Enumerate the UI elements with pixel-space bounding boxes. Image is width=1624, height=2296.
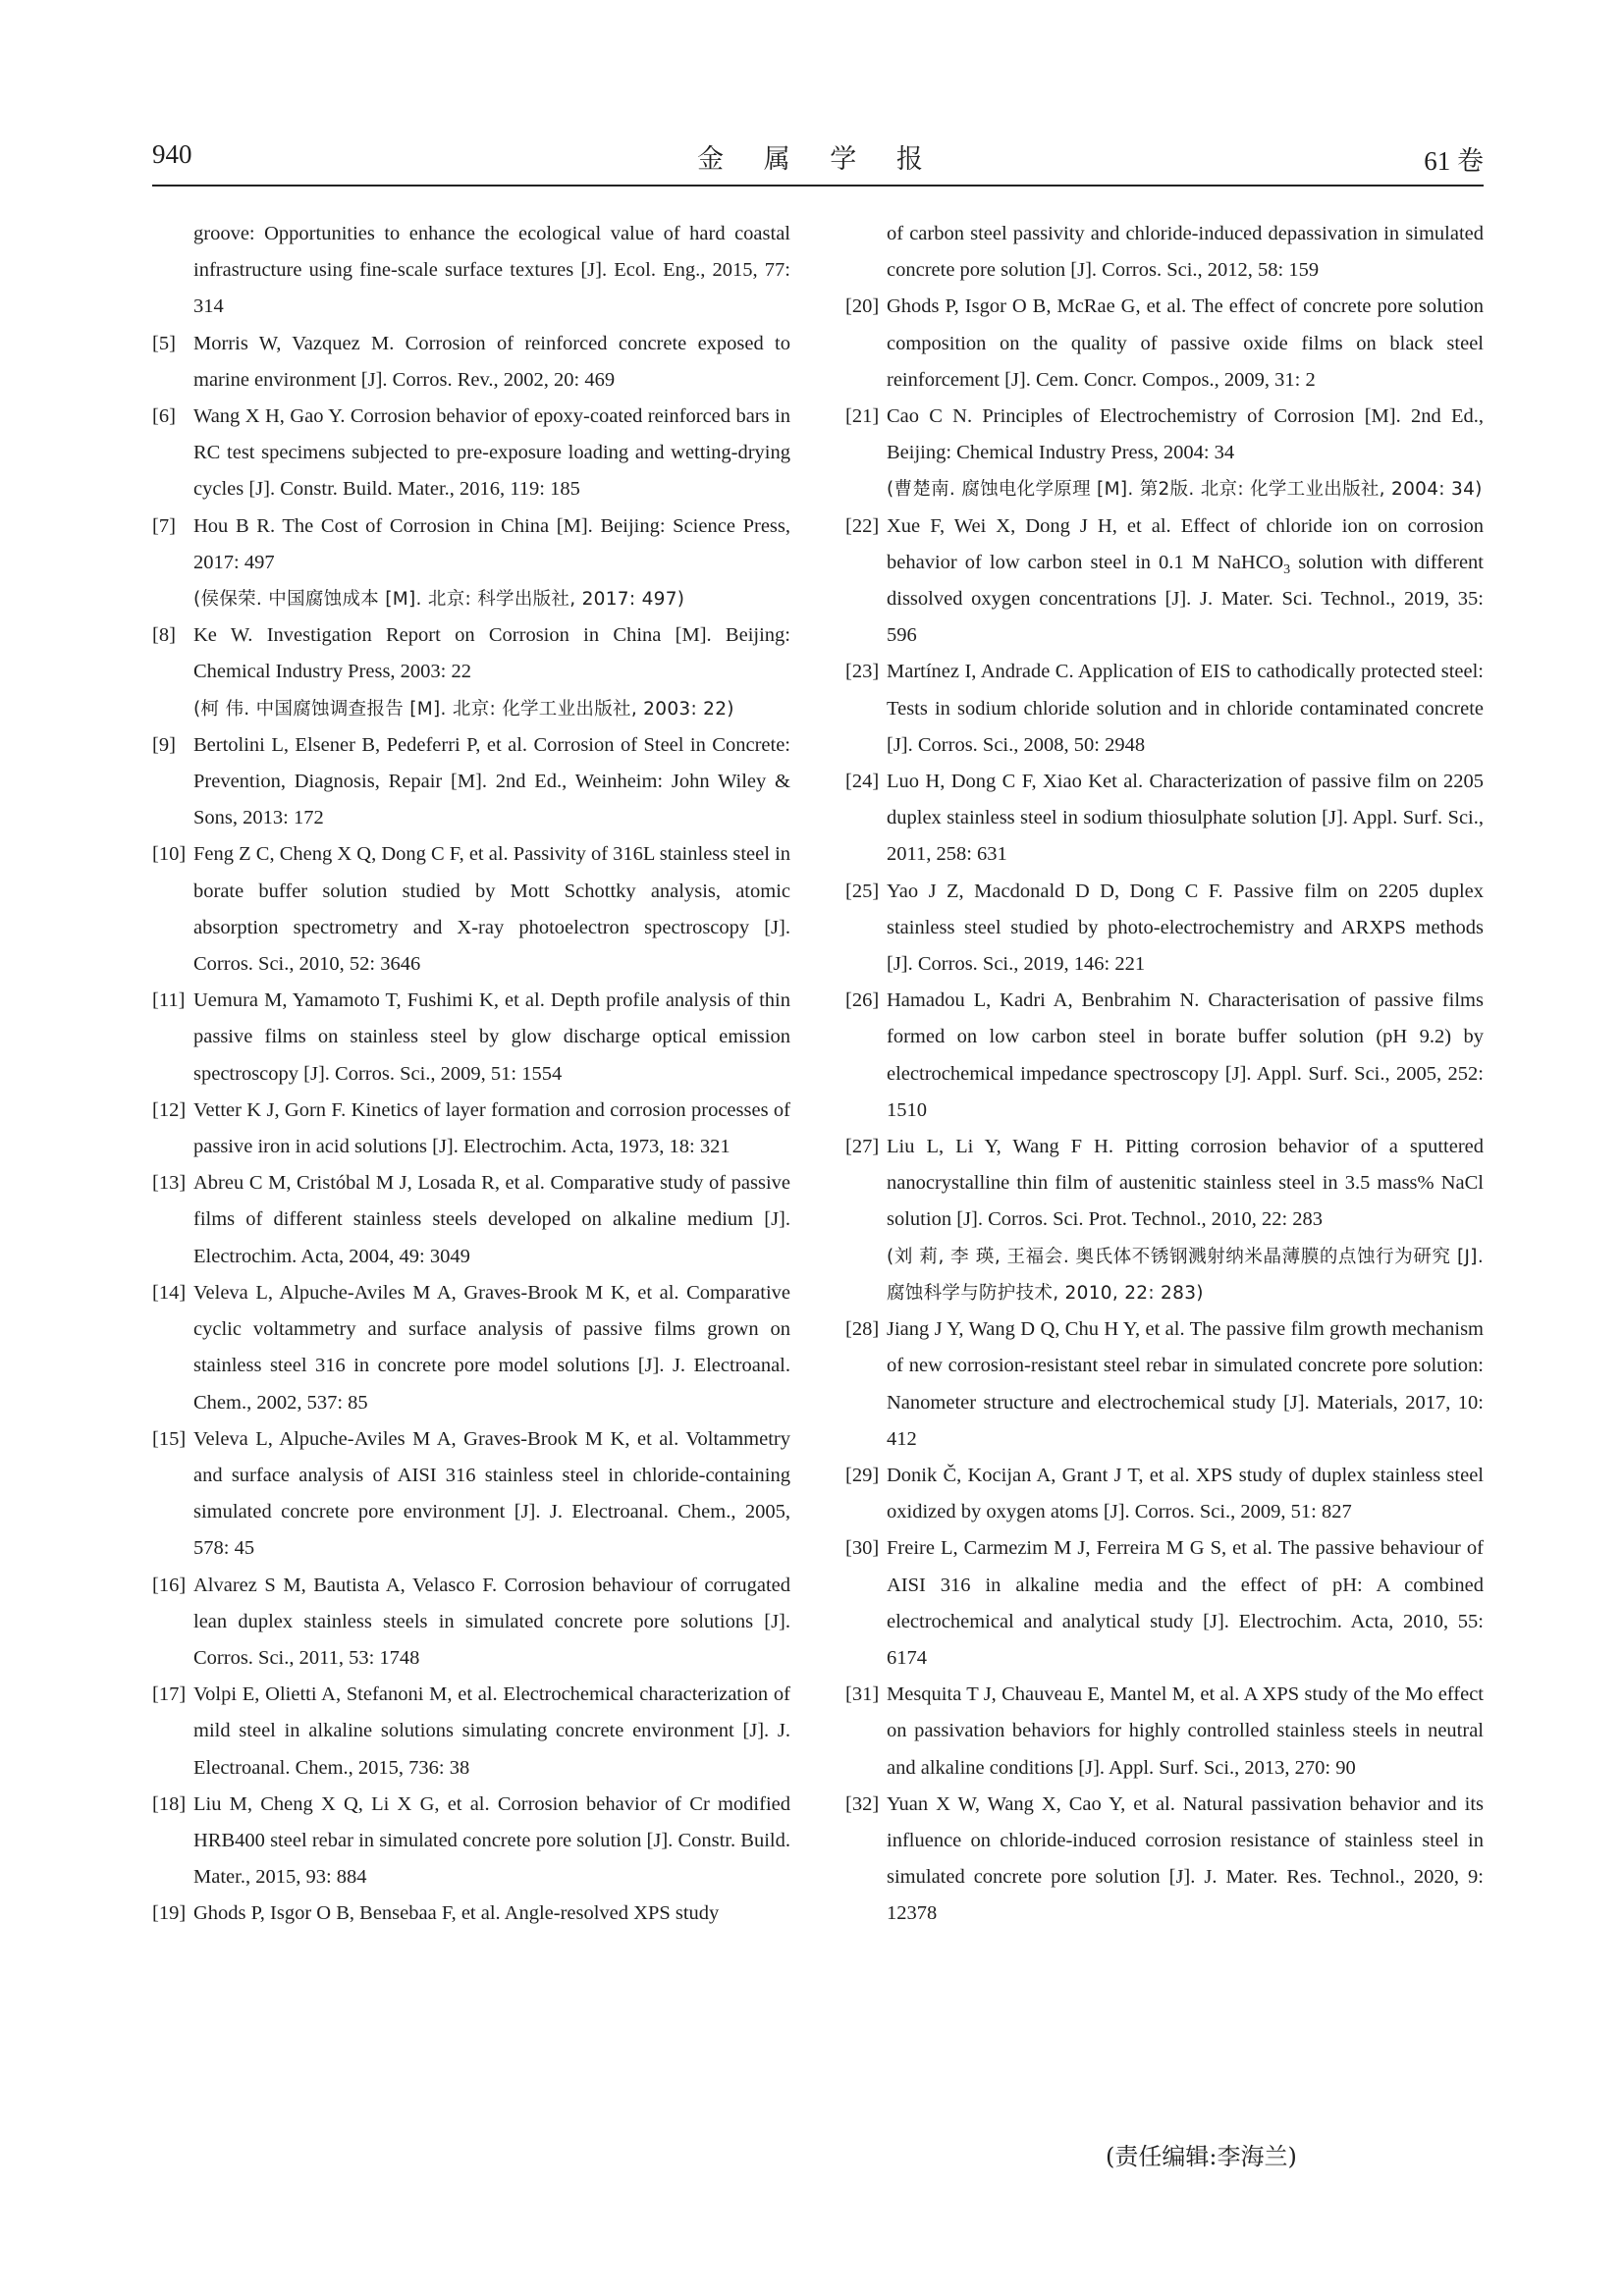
subscript: 3: [1283, 561, 1291, 577]
reference-text: Luo H, Dong C F, Xiao Ket al. Characterization of passive film on 2205 duplex stainless steel in sodium thiosulphate solution [J]. Appl. Surf. Sci., 2011, 258: 631: [887, 771, 1484, 866]
reference-number: [11]: [152, 989, 186, 1012]
reference-text: Hou B R. The Cost of Corrosion in China [M]. Beijing: Science Press, 2017: 497: [193, 514, 790, 573]
reference-text: Veleva L, Alpuche-Aviles M A, Graves-Brook M K, et al. Voltammetry and surface analysis of AISI 316 stainless steel in chloride-containing simulated concrete pore environment [J]. J. Electroanal. Chem., 2005, 578: 45: [193, 1427, 790, 1560]
reference-item: [845, 216, 1484, 289]
reference-number: [25]: [845, 880, 880, 902]
reference-text: Freire L, Carmezim M J, Ferreira M G S, et al. The passive behaviour of AISI 316 in alkaline media and the effect of pH: A combined electrochemical and analytical study [J]. Electrochim. Acta, 2010, 55: 6174: [887, 1537, 1484, 1669]
reference-text: Abreu C M, Cristóbal M J, Losada R, et al. Comparative study of passive films of different stainless steels developed on alkaline medium [J]. Electrochim. Acta, 2004, 49: 3049: [193, 1172, 790, 1267]
reference-item: [152, 508, 790, 618]
reference-text: Vetter K J, Gorn F. Kinetics of layer formation and corrosion processes of passive iron in acid solutions [J]. Electrochim. Acta, 1973, 18: 321: [193, 1098, 790, 1158]
reference-chinese-text: (刘 莉, 李 瑛, 王福会. 奥氏体不锈钢溅射纳米晶薄膜的点蚀行为研究 [J]. 腐蚀科学与防护技术, 2010, 22: 283): [887, 1246, 1484, 1304]
reference-text: Wang X H, Gao Y. Corrosion behavior of epoxy-coated reinforced bars in RC test specimens subjected to pre-exposure loading and wetting-drying cycles [J]. Constr. Build. Mater., 2016, 119: 185: [193, 405, 790, 501]
reference-text: Liu M, Cheng X Q, Li X G, et al. Corrosion behavior of Cr modified HRB400 steel rebar in simulated concrete pore solution [J]. Constr. Build. Mater., 2015, 93: 884: [193, 1792, 790, 1889]
reference-item: [845, 764, 1484, 874]
reference-item: [845, 983, 1484, 1129]
reference-text: Yao J Z, Macdonald D D, Dong C F. Passive film on 2205 duplex stainless steel studied by photo-electrochemistry and ARXPS methods [J]. Corros. Sci., 2019, 146: 221: [887, 880, 1484, 976]
reference-text: Yuan X W, Wang X, Cao Y, et al. Natural passivation behavior and its influence on chloride-induced corrosion resistance of stainless steel in simulated concrete pore solution [J]. J. Mater. Res. Technol., 2020, 9: 12378: [887, 1792, 1484, 1925]
reference-text: Jiang J Y, Wang D Q, Chu H Y, et al. The passive film growth mechanism of new corrosion-resistant steel rebar in simulated concrete pore solution: Nanometer structure and electrochemical study [J]. Materials, 2017, 10: 412: [887, 1318, 1484, 1450]
reference-number: [21]: [845, 405, 880, 428]
reference-text: Uemura M, Yamamoto T, Fushimi K, et al. Depth profile analysis of thin passive films on stainless steel by glow discharge optical emission spectroscopy [J]. Corros. Sci., 2009, 51: 1554: [193, 989, 790, 1085]
reference-text: Morris W, Vazquez M. Corrosion of reinforced concrete exposed to marine environment [J]. Corros. Rev., 2002, 20: 469: [193, 332, 790, 391]
reference-text: Donik Č, Kocijan A, Grant J T, et al. XPS study of duplex stainless steel oxidized by oxygen atoms [J]. Corros. Sci., 2009, 51: 827: [887, 1464, 1484, 1523]
reference-number: [30]: [845, 1537, 880, 1560]
reference-number: [31]: [845, 1683, 880, 1706]
reference-item: [845, 399, 1484, 508]
reference-text: Mesquita T J, Chauveau E, Mantel M, et al. A XPS study of the Mo effect on passivation behaviors for highly controlled stainless steels in neutral and alkaline conditions [J]. Appl. Surf. Sci., 2013, 270: 90: [887, 1683, 1484, 1779]
reference-number: [28]: [845, 1318, 880, 1341]
reference-text: Ghods P, Isgor O B, Bensebaa F, et al. Angle-resolved XPS study: [193, 1902, 720, 1925]
reference-text: Feng Z C, Cheng X Q, Dong C F, et al. Passivity of 316L stainless steel in borate buffer solution studied by Mott Schottky analysis, atomic absorption spectrometry and X-ray photoelectron spectroscopy [J]. Corros. Sci., 2010, 52: 3646: [193, 843, 791, 976]
reference-text: Ke W. Investigation Report on Corrosion in China [M]. Beijing: Chemical Industry Press, 2003: 22: [193, 624, 790, 683]
reference-item: [152, 727, 790, 837]
reference-item: [845, 874, 1484, 984]
reference-number: [17]: [152, 1683, 187, 1706]
references-column-right: [845, 216, 1484, 1933]
reference-item: [152, 1421, 790, 1568]
reference-number: [32]: [845, 1792, 880, 1815]
reference-number: [13]: [152, 1172, 187, 1195]
journal-title: 金 属 学 报: [697, 144, 939, 175]
reference-number: [19]: [152, 1902, 187, 1925]
reference-item: [152, 1165, 790, 1275]
reference-item: [152, 326, 790, 399]
reference-item: [152, 1677, 790, 1787]
reference-item: [152, 983, 790, 1093]
reference-number: [10]: [152, 843, 187, 866]
reference-chinese-text: (侯保荣. 中国腐蚀成本 [M]. 北京: 科学出版社, 2017: 497): [193, 589, 685, 611]
reference-number: [15]: [152, 1427, 187, 1450]
reference-text: Martínez I, Andrade C. Application of EIS to cathodically protected steel: Tests in sodium chloride solution and in chloride contaminated concrete [J]. Corros. Sci., 2008, 50: 2948: [887, 661, 1484, 756]
reference-text-part: solution with different dissolved oxygen concentrations [J]. J. Mater. Sci. Technol., 2019, 35: 596: [887, 551, 1484, 647]
reference-number: [20]: [845, 295, 880, 318]
reference-number: [9]: [152, 733, 176, 756]
reference-item: [152, 1896, 790, 1932]
reference-text: Bertolini L, Elsener B, Pedeferri P, et al. Corrosion of Steel in Concrete: Prevention, Diagnosis, Repair [M]. 2nd Ed., Weinheim: John Wiley & Sons, 2013: 172: [193, 733, 790, 829]
reference-text: groove: Opportunities to enhance the ecological value of hard coastal infrastructure using fine-scale surface textures [J]. Ecol. Eng., 2015, 77: 314: [193, 223, 790, 318]
reference-number: [12]: [152, 1098, 187, 1121]
reference-text: Veleva L, Alpuche-Aviles M A, Graves-Brook M K, et al. Comparative cyclic voltammetry and surface analysis of passive films grown on stainless steel 316 in concrete pore model solutions [J]. J. Electroanal. Chem., 2002, 537: 85: [193, 1281, 790, 1414]
reference-item: [845, 1677, 1484, 1787]
reference-number: [18]: [152, 1792, 187, 1815]
volume-label: 61 卷: [1424, 146, 1484, 176]
reference-item: [152, 216, 790, 326]
reference-item: [152, 1568, 790, 1678]
page-number: 940: [152, 139, 192, 169]
reference-text: Alvarez S M, Bautista A, Velasco F. Corrosion behaviour of corrugated lean duplex stainless steels in simulated concrete pore solutions [J]. Corros. Sci., 2011, 53: 1748: [193, 1574, 790, 1669]
reference-text: Liu L, Li Y, Wang F H. Pitting corrosion behavior of a sputtered nanocrystalline thin film of austenitic stainless steel in 3.5 mass% NaCl solution [J]. Corros. Sci. Prot. Technol., 2010, 22: 283: [887, 1136, 1484, 1231]
reference-number: [26]: [845, 989, 880, 1012]
reference-text: Ghods P, Isgor O B, McRae G, et al. The effect of concrete pore solution composition on the quality of passive oxide films on black steel reinforcement [J]. Cem. Concr. Compos., 2009, 31: 2: [887, 295, 1484, 391]
reference-number: [8]: [152, 624, 176, 647]
reference-item: [152, 617, 790, 727]
reference-number: [22]: [845, 514, 880, 537]
reference-item: [152, 1275, 790, 1421]
reference-number: [6]: [152, 405, 176, 428]
reference-number: [14]: [152, 1281, 187, 1304]
reference-number: [5]: [152, 332, 176, 354]
reference-item: [845, 1129, 1484, 1311]
reference-number: [7]: [152, 514, 176, 537]
reference-number: [23]: [845, 661, 880, 683]
reference-text: Hamadou L, Kadri A, Benbrahim N. Characterisation of passive films formed on low carbon steel in borate buffer solution (pH 9.2) by electrochemical impedance spectroscopy [J]. Appl. Surf. Sci., 2005, 252: 1510: [887, 989, 1484, 1121]
reference-item: [845, 1787, 1484, 1933]
reference-chinese-text: (柯 伟. 中国腐蚀调查报告 [M]. 北京: 化学工业出版社, 2003: 22): [193, 698, 734, 720]
reference-number: [16]: [152, 1574, 187, 1596]
reference-text: Cao C N. Principles of Electrochemistry of Corrosion [M]. 2nd Ed., Beijing: Chemical Industry Press, 2004: 34: [887, 405, 1484, 464]
reference-item: [152, 399, 790, 508]
reference-item: [845, 508, 1484, 655]
reference-number: [27]: [845, 1136, 880, 1158]
reference-item: [845, 1530, 1484, 1677]
responsible-editor: (责任编辑:李海兰): [1106, 2143, 1297, 2170]
reference-item: [845, 654, 1484, 764]
reference-item: [152, 1093, 790, 1165]
reference-item: [845, 1311, 1484, 1458]
reference-number: [24]: [845, 771, 880, 793]
reference-item: [152, 836, 790, 983]
references-column-left: [152, 216, 790, 1933]
page-header: [152, 135, 1484, 187]
reference-chinese-text: (曹楚南. 腐蚀电化学原理 [M]. 第2版. 北京: 化学工业出版社, 2004: 34): [887, 479, 1483, 501]
reference-text-part: Xue F, Wei X, Dong J H, et al. Effect of chloride ion on corrosion behavior of low carbon steel in 0.1 M NaHCO: [887, 514, 1484, 573]
reference-item: [845, 289, 1484, 399]
reference-text: of carbon steel passivity and chloride-induced depassivation in simulated concrete pore solution [J]. Corros. Sci., 2012, 58: 159: [887, 223, 1484, 282]
reference-item: [845, 1458, 1484, 1530]
reference-number: [29]: [845, 1464, 880, 1486]
reference-item: [152, 1787, 790, 1896]
reference-text: Volpi E, Olietti A, Stefanoni M, et al. Electrochemical characterization of mild steel in alkaline solutions simulating concrete environment [J]. J. Electroanal. Chem., 2015, 736: 38: [193, 1683, 790, 1779]
